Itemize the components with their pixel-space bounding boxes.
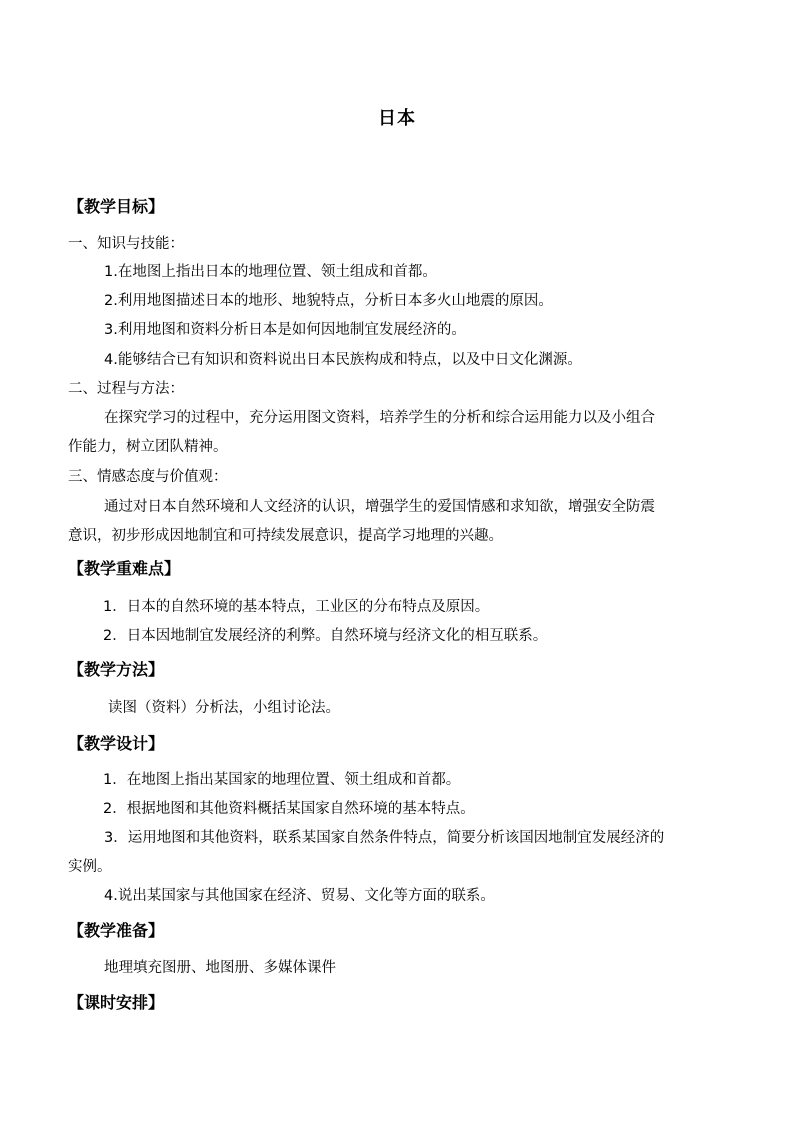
knowledge-item: 2.利用地图描述日本的地形、地貌特点，分析日本多火山地震的原因。: [104, 293, 553, 309]
design-item: 3．运用地图和其他资料，联系某国家自然条件特点，简要分析该国因地制宜发展经济的: [104, 830, 665, 846]
emotion-paragraph-line: 通过对日本自然环境和人文经济的认识，增强学生的爱国情感和求知欲，增强安全防震: [104, 499, 655, 515]
key-point-item: 2．日本因地制宜发展经济的利弊。自然环境与经济文化的相互联系。: [103, 628, 548, 644]
objectives-heading: 【教学目标】: [68, 197, 165, 216]
design-item: 1．在地图上指出某国家的地理位置、领土组成和首都。: [103, 772, 461, 788]
methods-text: 读图（资料）分析法，小组讨论法。: [108, 700, 340, 716]
knowledge-item: 4.能够结合已有知识和资料说出日本民族构成和特点，以及中日文化渊源。: [104, 352, 582, 368]
preparation-heading: 【教学准备】: [68, 921, 165, 940]
design-item: 4.说出某国家与其他国家在经济、贸易、文化等方面的联系。: [104, 888, 495, 904]
design-item-continuation: 实例。: [68, 859, 112, 875]
schedule-heading: 【课时安排】: [68, 993, 165, 1012]
process-heading: 二、过程与方法：: [68, 381, 184, 397]
page-title: 日本: [378, 108, 416, 129]
emotion-paragraph-line: 意识，初步形成因地制宜和可持续发展意识，提高学习地理的兴趣。: [68, 528, 503, 544]
knowledge-heading: 一、知识与技能：: [68, 236, 184, 252]
emotion-heading: 三、情感态度与价值观：: [68, 469, 228, 485]
key-point-item: 1．日本的自然环境的基本特点，工业区的分布特点及原因。: [103, 599, 490, 615]
methods-heading: 【教学方法】: [68, 660, 165, 679]
key-points-heading: 【教学重难点】: [68, 559, 181, 578]
preparation-text: 地理填充图册、地图册、多媒体课件: [104, 960, 336, 976]
process-paragraph-line: 作能力，树立团队精神。: [68, 439, 228, 455]
design-heading: 【教学设计】: [68, 734, 165, 753]
knowledge-item: 1.在地图上指出日本的地理位置、领土组成和首都。: [104, 264, 437, 280]
process-paragraph-line: 在探究学习的过程中，充分运用图文资料，培养学生的分析和综合运用能力以及小组合: [104, 410, 655, 426]
design-item: 2．根据地图和其他资料概括某国家自然环境的基本特点。: [103, 801, 475, 817]
knowledge-item: 3.利用地图和资料分析日本是如何因地制宜发展经济的。: [104, 322, 466, 338]
